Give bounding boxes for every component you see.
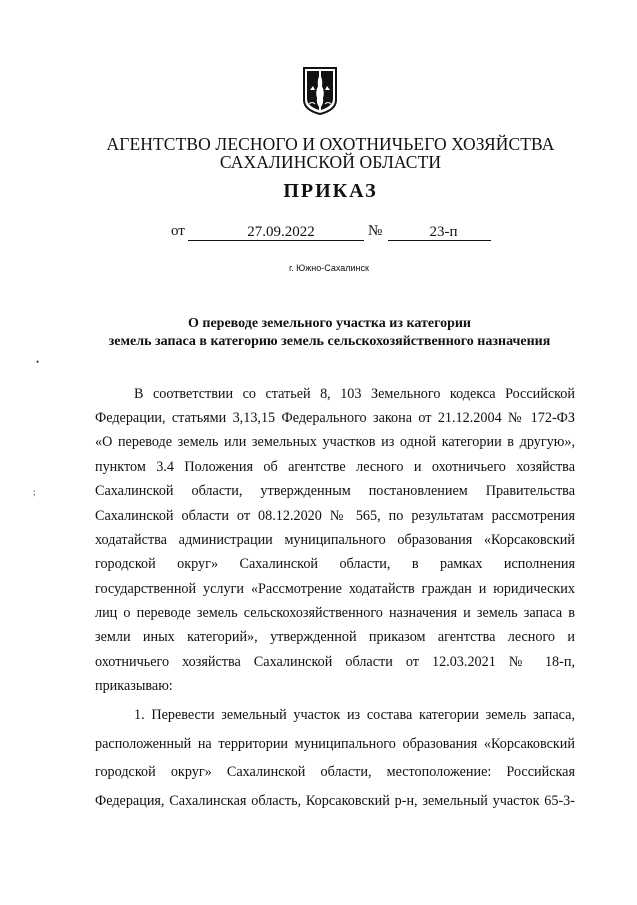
body-line: В соответствии со статьей 8, 103 Земельного кодекса Российской — [134, 386, 575, 402]
subject-line1: О переводе земельного участка из категории — [188, 316, 471, 331]
body-line: земли иных категорий», утвержденной приказом агентства лесного и — [95, 629, 575, 645]
body-line: ходатайства администрации муниципального образования «Корсаковский — [95, 532, 575, 548]
agency-name-line2: САХАЛИНСКОЙ ОБЛАСТИ — [219, 152, 442, 172]
body-line: приказываю: — [95, 678, 173, 694]
body-line: Сахалинской области, утвержденным постановлением Правительства — [95, 483, 575, 499]
scan-mark: • — [36, 357, 40, 367]
body-line: Федерации, статьями 3,13,15 Федерального закона от 21.12.2004 № 172-ФЗ — [95, 410, 575, 426]
order-date: 27.09.2022 — [188, 223, 364, 241]
body-line: Федерация, Сахалинская область, Корсаковский р-н, земельный участок 65-3- — [95, 793, 575, 809]
scan-mark: ; — [33, 487, 36, 497]
agency-name-line1: АГЕНТСТВО ЛЕСНОГО И ОХОТНИЧЬЕГО ХОЗЯЙСТВА — [106, 134, 555, 154]
subject-line2: земель запаса в категорию земель сельскохозяйственного назначения — [108, 334, 551, 349]
number-label: № — [368, 223, 383, 239]
city-name: г. Южно-Сахалинск — [289, 263, 369, 273]
body-line: пунктом 3.4 Положения об агентстве лесного и охотничьего хозяйства — [95, 459, 575, 475]
body-line: государственной услуги «Рассмотрение ходатайств граждан и юридических — [95, 581, 575, 597]
body-line: охотничьего хозяйства Сахалинской области от 12.03.2021 № 18-п, — [95, 654, 575, 670]
body-line: городской округ» Сахалинской области, местоположение: Российская — [95, 764, 575, 780]
body-line: лиц о переводе земель сельскохозяйственного назначения и земель запаса в — [95, 605, 575, 621]
body-line: расположенный на территории муниципального образования «Корсаковский — [95, 736, 575, 752]
order-number: 23-п — [388, 223, 491, 241]
body-line: 1. Перевести земельный участок из состава категории земель запаса, — [134, 707, 575, 723]
body-line: городской округ» Сахалинской области, в рамках исполнения — [95, 556, 575, 572]
document-type: ПРИКАЗ — [283, 180, 378, 202]
body-line: «О переводе земель или земельных участков из одной категории в другую», — [95, 434, 575, 450]
coat-of-arms-icon — [302, 66, 338, 116]
body-line: Сахалинской области от 08.12.2020 № 565, по результатам рассмотрения — [95, 508, 575, 524]
date-label: от — [171, 223, 185, 239]
